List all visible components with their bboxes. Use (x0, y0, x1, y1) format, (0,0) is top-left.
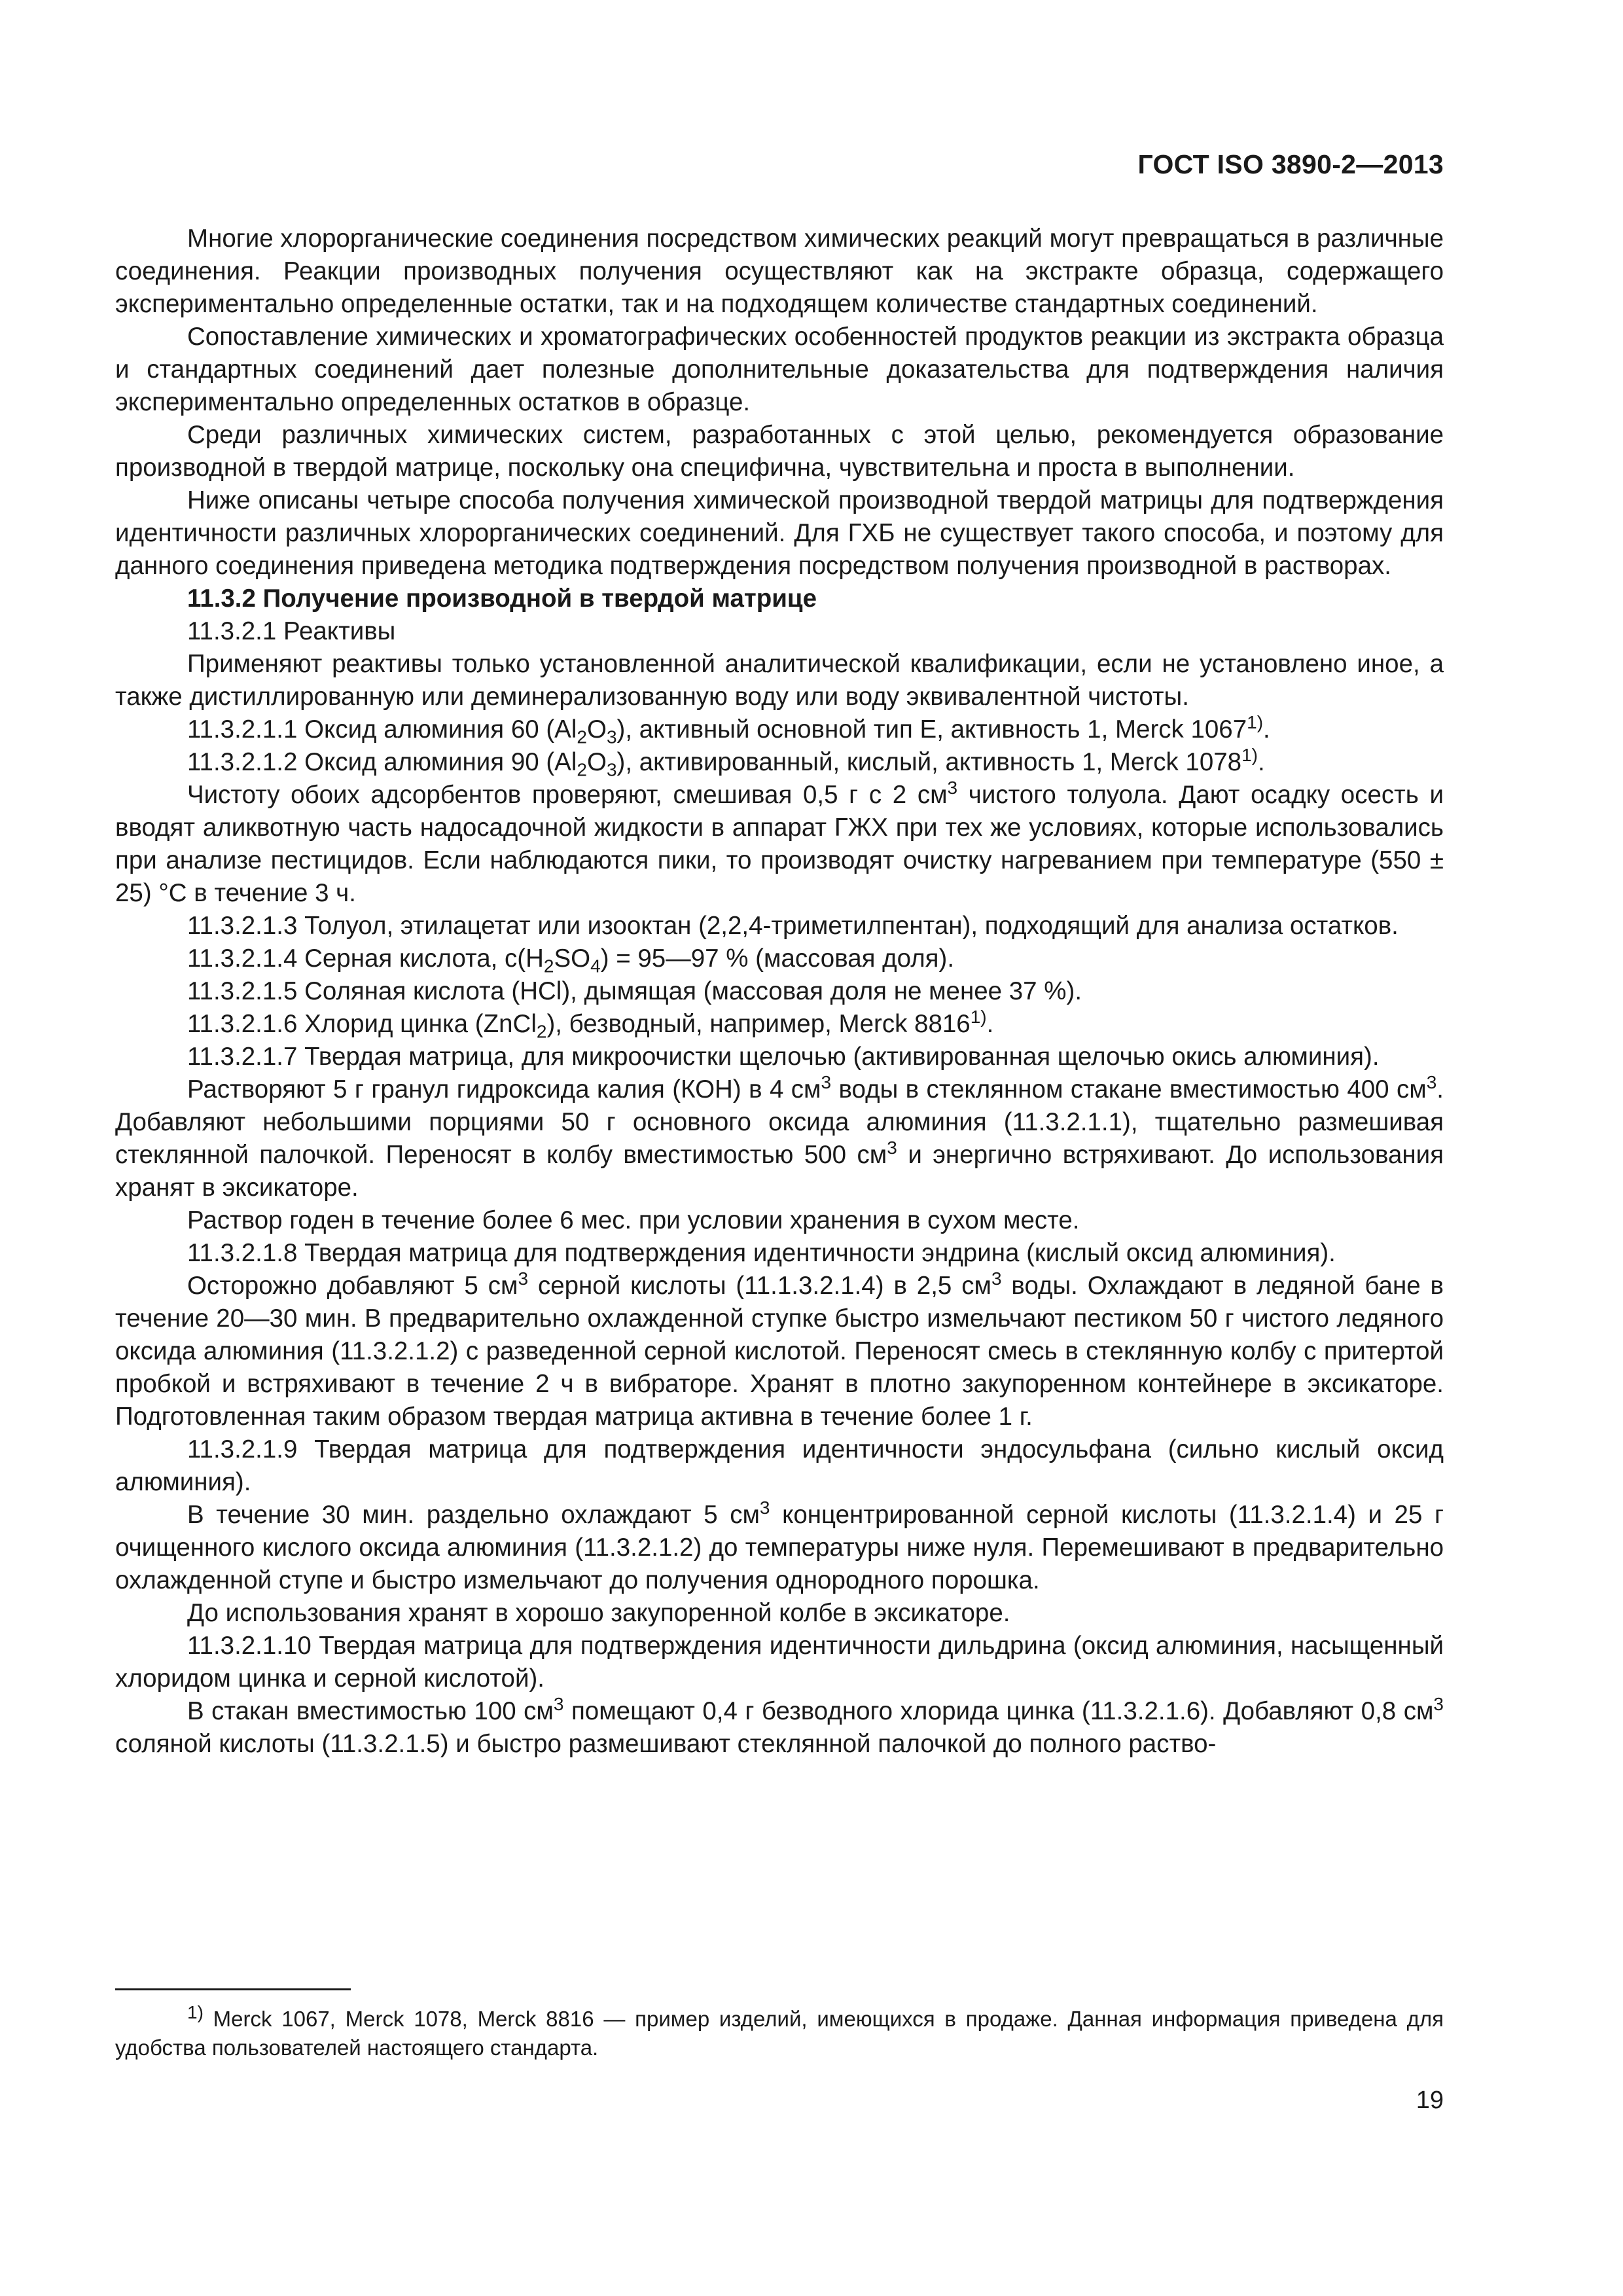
footnote (115, 2002, 1444, 2062)
paragraph: Растворяют 5 г гранул гидроксида калия (КОН) в 4 $см^3$ воды в стеклянном стакане вместимостью 400 $см^3$. Добавляют небольшими порциями 50 г основного оксида алюминия (11.3.2.1.1), тщательно размешивая стеклянной палочкой. Переносят в колбу вместимостью 500 $см^3$ и энергично встряхивают. До использования хранят в эксикаторе. (115, 1072, 1444, 1202)
paragraph: Чистоту обоих адсорбентов проверяют, смешивая 0,5 г с 2 $см^3$ чистого толуола. Дают осадку осесть и вводят аликвотную часть надосадочной жидкости в аппарат ГЖХ при тех же условиях, которые использовались при анализе пестицидов. Если наблюдаются пики, то производят очистку нагреванием при температуре (550 ± 25) °С в течение 3 ч. (115, 778, 1444, 907)
footnote-divider (115, 1988, 351, 1990)
subsection-heading: 11.3.2.1 Реактивы (187, 617, 396, 645)
paragraph: Ниже описаны четыре способа получения химической производной твердой матрицы для подтверждения идентичности различных хлорорганических соединений. Для ГХБ не существует такого способа, и поэтому для данного соединения приведена методика подтверждения посредством получения производной в растворах. (115, 486, 1444, 580)
paragraph: Применяют реактивы только установленной аналитической квалификации, если не установлено иное, а также дистиллированную или деминерализованную воду или воду эквивалентной чистоты. (115, 650, 1444, 711)
paragraph: В течение 30 мин. раздельно охлаждают 5 $см^3$ концентрированной серной кислоты (11.3.2.1.4) и 25 г очищенного кислого оксида алюминия (11.3.2.1.2) до температуры ниже нуля. Перемешивают в предварительно охлажденной ступе и быстро измельчают до получения однородного порошка. (115, 1498, 1444, 1594)
paragraph: В стакан вместимостью 100 $см^3$ помещают 0,4 г безводного хлорида цинка (11.3.2.1.6). Добавляют 0,8 $см^3$ соляной кислоты (11.3.2.1.5) и быстро размешивают стеклянной палочкой до полного раство- (115, 1694, 1444, 1758)
reagent-item: 11.3.2.1.8 Твердая матрица для подтверждения идентичности эндрина (кислый оксид алюминия). (187, 1239, 1336, 1267)
footnote-reference: 1) (1241, 745, 1258, 766)
footnote-reference: 1) (1247, 712, 1264, 733)
paragraph: Многие хлорорганические соединения посредством химических реакций могут превращаться в различные соединения. Реакции производных получения осуществляют как на экстракте образца, содержащего экспериментально определенные остатки, так и на подходящем количестве стандартных соединений. (115, 224, 1444, 318)
footnote-text: Merck 1067, Merck 1078, Merck 8816 — пример изделий, имеющихся в продаже. Данная информация приведена для удобства пользователей настоящего стандарта. (115, 2007, 1444, 2060)
page-body (115, 223, 1444, 1761)
reagent-item: 11.3.2.1.2 Оксид алюминия 90 $(Al_2O_3)$, активированный, кислый, активность 1, Merck 1078$^{1)}$. (187, 745, 1265, 780)
section-heading: 11.3.2 Получение производной в твердой матрице (187, 584, 817, 613)
reagent-item: 11.3.2.1.1 Оксид алюминия 60 $(Al_2O_3)$, активный основной тип Е, активность 1, Merck 1067$^{1)}$. (187, 712, 1270, 747)
page-number: 19 (1416, 2087, 1444, 2114)
paragraph: Среди различных химических систем, разработанных с этой целью, рекомендуется образование производной в твердой матрице, поскольку она специфична, чувствительна и проста в выполнении. (115, 421, 1444, 482)
reagent-item: 11.3.2.1.7 Твердая матрица, для микроочистки щелочью (активированная щелочью окись алюминия). (187, 1043, 1380, 1071)
paragraph: До использования хранят в хорошо закупоренной колбе в эксикаторе. (187, 1599, 1010, 1627)
reagent-item: 11.3.2.1.3 Толуол, этилацетат или изооктан (2,2,4-триметилпентан), подходящий для анализа остатков. (187, 912, 1399, 940)
reagent-item: 11.3.2.1.6 Хлорид цинка (ZnCl$_2$), безводный, например, Merck 8816$^{1)}$. (187, 1007, 994, 1042)
footnote-marker: 1) (187, 2002, 204, 2022)
reagent-item: 11.3.2.1.10 Твердая матрица для подтверждения идентичности дильдрина (оксид алюминия, насыщенный хлоридом цинка и серной кислотой). (115, 1632, 1444, 1693)
footnote-reference: 1) (970, 1007, 987, 1028)
reagent-item: 11.3.2.1.4 Серная кислота, $с(H_2SO_4)$ = 95—97 % (массовая доля). (187, 944, 955, 977)
reagent-item: 11.3.2.1.9 Твердая матрица для подтверждения идентичности эндосульфана (сильно кислый оксид алюминия). (115, 1435, 1444, 1496)
reagent-item: 11.3.2.1.5 Соляная кислота (HCl), дымящая (массовая доля не менее 37 %). (187, 977, 1082, 1005)
standard-header: ГОСТ ISO 3890-2—2013 (1137, 149, 1444, 179)
paragraph: Сопоставление химических и хроматографических особенностей продуктов реакции из экстракта образца и стандартных соединений дает полезные дополнительные доказательства для подтверждения наличия экспериментально определенных остатков в образце. (115, 323, 1444, 416)
paragraph: Раствор годен в течение более 6 мес. при условии хранения в сухом месте. (187, 1206, 1080, 1234)
paragraph: Осторожно добавляют 5 $см^3$ серной кислоты (11.1.3.2.1.4) в 2,5 $см^3$ воды. Охлаждают в ледяной бане в течение 20—30 мин. В предварительно охлажденной ступке быстро измельчают пестиком 50 г чистого ледяного оксида алюминия (11.3.2.1.2) с разведенной серной кислотой. Переносят смесь в стеклянную колбу с притертой пробкой и встряхивают в течение 2 ч в вибраторе. Хранят в плотно закупоренном контейнере в эксикаторе. Подготовленная таким образом твердая матрица активна в течение более 1 г. (115, 1268, 1444, 1431)
